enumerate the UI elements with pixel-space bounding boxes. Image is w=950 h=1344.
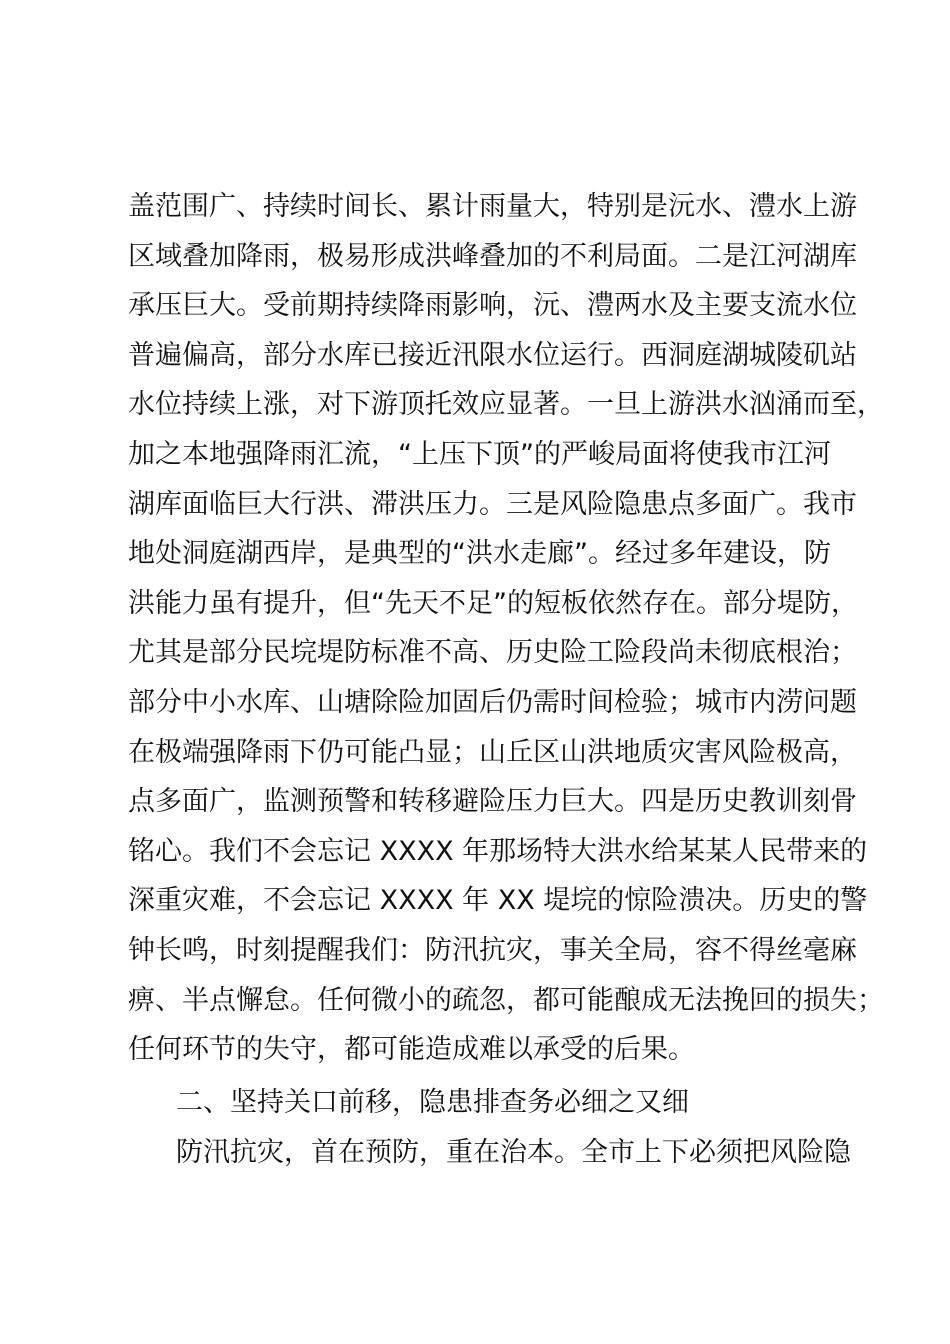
text-line-6: 加之本地强降雨汇流，“上压下顶”的严峻局面将使我市江河 <box>128 438 831 470</box>
text-line-15: 深重灾难，不会忘记 XXXX 年 XX 堤垸的惊险溃决。历史的警 <box>128 885 868 917</box>
text-line-14: 铭心。我们不会忘记 XXXX 年那场特大洪水给某某人民带来的 <box>128 835 868 867</box>
text-line-9: 洪能力虽有提升，但“先天不足”的短板依然存在。部分堤防， <box>128 587 858 619</box>
text-line-11: 部分中小水库、山塘除险加固后仍需时间检验；城市内涝问题 <box>128 686 857 718</box>
text-line-7: 湖库面临巨大行洪、滞洪压力。三是风险隐患点多面广。我市 <box>128 488 857 520</box>
text-line-2: 区域叠加降雨，极易形成洪峰叠加的不利局面。二是江河湖库 <box>128 240 857 272</box>
text-line-17: 痹、半点懈怠。任何微小的疏忽，都可能酿成无法挽回的损失； <box>128 984 884 1016</box>
text-line-18: 任何环节的失守，都可能造成难以承受的后果。 <box>128 1034 695 1066</box>
text-line-16: 钟长鸣，时刻提醒我们：防汛抗灾，事关全局，容不得丝毫麻 <box>128 934 857 966</box>
text-line-4: 普遍偏高，部分水库已接近汛限水位运行。西洞庭湖城陵矶站 <box>128 339 857 371</box>
text-line-3: 承压巨大。受前期持续降雨影响，沅、澧两水及主要支流水位 <box>128 290 857 322</box>
text-line-5: 水位持续上涨，对下游顶托效应显著。一旦上游洪水汹涌而至， <box>128 389 884 421</box>
text-line-8: 地处洞庭湖西岸，是典型的“洪水走廊”。经过多年建设，防 <box>128 538 831 570</box>
text-line-1: 盖范围广、持续时间长、累计雨量大，特别是沅水、澧水上游 <box>128 191 857 222</box>
text-line-10: 尤其是部分民垸堤防标准不高、历史险工险段尚未彻底根治； <box>128 637 857 669</box>
text-line-12: 在极端强降雨下仍可能凸显；山丘区山洪地质灾害风险极高， <box>128 736 857 768</box>
section-heading: 二、坚持关口前移，隐患排查务必细之又细 <box>176 1087 689 1118</box>
text-line-13: 点多面广，监测预警和转移避险压力巨大。四是历史教训刻骨 <box>128 786 857 818</box>
paragraph-start: 防汛抗灾，首在预防，重在治本。全市上下必须把风险隐 <box>176 1137 851 1168</box>
body-paragraph <box>128 182 884 1075</box>
